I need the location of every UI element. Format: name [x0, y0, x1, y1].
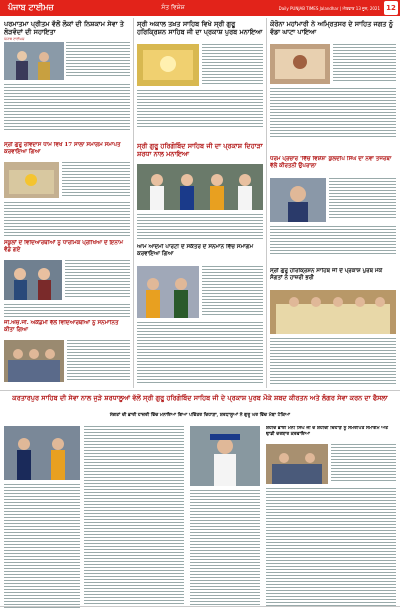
story-text-lines	[137, 90, 263, 129]
news-photo	[190, 426, 260, 486]
story-text-lines	[329, 178, 396, 220]
story-text-lines	[190, 490, 260, 607]
story-8	[137, 244, 263, 264]
story-text-lines	[202, 44, 263, 86]
news-photo	[4, 162, 59, 198]
story-text-lines	[333, 44, 396, 83]
news-photo	[270, 44, 330, 84]
story-headline: ਸ੍ਰੀ ਗੁਰੂ ਰਵਿਦਾਸ ਧਾਮ ਵਿਖੇ 17 ਸਾਲਾ ਸਮਾਗਮ ਸਮਾਪਤ ਕਰਵਾਇਆ ਗਿਆ	[4, 142, 121, 155]
news-photo	[4, 426, 80, 480]
story-text-lines	[4, 484, 80, 610]
story-text-lines	[4, 304, 130, 319]
story-12	[266, 426, 396, 440]
page-number: 12	[384, 1, 398, 15]
news-photo	[270, 290, 396, 334]
story-headline: ਸ੍ਰੀ ਗੁਰੂ ਹਰਿਗੋਬਿੰਦ ਸਾਹਿਬ ਜੀ ਦਾ ਪ੍ਰਕਾਸ਼ ਦਿਹਾੜਾ ਸ਼ਰਧਾ ਨਾਲ ਮਨਾਇਆ	[137, 142, 263, 158]
news-photo	[4, 340, 64, 382]
news-photo	[270, 178, 326, 222]
story-9	[4, 320, 130, 338]
section-divider	[0, 390, 400, 391]
story-byline: ਪੰਜਾਬ ਟਾਈਮਜ਼	[4, 37, 25, 41]
story-7	[4, 240, 130, 260]
story-text-lines	[137, 214, 263, 241]
section-divider	[0, 606, 400, 607]
story-6	[270, 156, 396, 176]
story-4	[137, 20, 263, 40]
story-headline: ਸਕੂਲਾਂ ਦੇ ਵਿਦਿਆਰਥੀਆਂ ਨੂੰ ਧਾਰਮਿਕ ਪ੍ਰੀਖਿਆ ਦੇ ਇਨਾਮ ਵੰਡੇ ਗਏ	[4, 240, 123, 253]
edition-info: Daily PUNJAB TIMES Jalandhar | ਐਤਵਾਰ 13 ਜੂਨ, 2021	[278, 5, 380, 11]
bottom-banner-subhead	[4, 412, 396, 422]
story-text-lines	[331, 444, 396, 483]
story-headline: ਸ੍ਰੀ ਅਕਾਲ ਤਖ਼ਤ ਸਾਹਿਬ ਵਿਖੇ ਸ੍ਰੀ ਗੁਰੂ ਹਰਿਕ੍ਰਿਸ਼ਨ ਸਾਹਿਬ ਜੀ ਦਾ ਪ੍ਰਕਾਸ਼ ਪੁਰਬ ਮਨਾਇਆ	[137, 20, 263, 36]
news-photo	[4, 42, 64, 80]
story-headline: ਸ੍ਰੀ ਗੁਰੂ ਹਰਿਕ੍ਰਿਸ਼ਨ ਸਾਹਿਬ ਜੀ ਦੇ ਪ੍ਰਕਾਸ਼ ਪੁਰਬ ਮੌਕੇ ਸੰਗਤਾਂ ਨੇ ਹਾਜ਼ਰੀ ਭਰੀ	[270, 268, 383, 281]
story-text-lines	[270, 338, 396, 386]
story-text-lines	[4, 84, 130, 132]
news-photo	[137, 44, 199, 86]
story-headline: ਪਰਮਾਤਮਾ ਪ੍ਰੀਤਮ ਵੱਲੋਂ ਲੋਕਾਂ ਦੀ ਨਿਸ਼ਕਾਮ ਸੇਵਾ ਤੇ ਲੋੜਵੰਦਾਂ ਦੀ ਸਹਾਇਤਾ	[4, 20, 124, 36]
banner-headline: ਕਰਤਾਰਪੁਰ ਸਾਹਿਬ ਦੀ ਸੇਵਾ ਨਾਲ ਜੁੜੇ ਸ਼ਰਧਾਲੂਆਂ ਵੱਲੋਂ ਸ੍ਰੀ ਗੁਰੂ ਹਰਿਗੋਬਿੰਦ ਸਾਹਿਬ ਜੀ ਦੇ ਪ੍ਰਕਾਸ਼ ਪੁਰਬ ਮੌਕੇ ਸ਼ਬਦ ਕੀਰਤਨ ਅਤੇ ਲੰਗਰ ਸੇਵਾ ਕਰਨ ਦਾ ਫੈਸਲਾ	[12, 394, 388, 402]
story-5	[137, 142, 263, 162]
story-text-lines	[137, 322, 263, 385]
story-text-lines	[4, 202, 130, 238]
story-text-lines	[266, 488, 396, 608]
story-headline: ਸ਼ਹੀਦ ਭਾਈ ਮਨੀ ਸਿੰਘ ਜੀ ਦੇ ਸ਼ਹੀਦੀ ਦਿਹਾੜੇ ਨੂੰ ਸਮਰਪਿਤ ਸਮਾਗਮ ਅਤੇ ਢਾਡੀ ਦਰਬਾਰ ਕਰਵਾਇਆ	[266, 426, 389, 437]
column-divider	[133, 18, 134, 388]
story-2	[4, 142, 130, 162]
story-headline: ਆਮ ਆਦਮੀ ਪਾਰਟੀ ਦੇ ਸਕੱਤਰ ਦੇ ਸਨਮਾਨ ਵਿੱਚ ਸਮਾਗਮ ਕਰਵਾਇਆ ਗਿਆ	[137, 244, 254, 257]
banner-subhead: ਸੰਗਤਾਂ ਦੀ ਭਾਰੀ ਹਾਜ਼ਰੀ ਵਿੱਚ ਮਨਾਇਆ ਗਿਆ ਪਵਿੱਤਰ ਦਿਹਾੜਾ, ਸ਼ਰਧਾਲੂਆਂ ਨੇ ਗੁਰੂ ਘਰ ਵਿੱਚ ਮੱਥਾ ਟੇਕਿਆ	[109, 413, 291, 418]
story-text-lines	[202, 266, 263, 317]
news-photo	[266, 444, 328, 484]
story-text-lines	[66, 42, 130, 78]
column-divider	[266, 18, 267, 388]
story-text-lines	[270, 226, 396, 256]
news-photo	[4, 260, 62, 300]
newspaper-title: ਪੰਜਾਬ ਟਾਈਮਜ਼	[8, 3, 54, 12]
story-headline: ਕੋਰੋਨਾ ਮਹਾਂਮਾਰੀ ਨੇ ਅਮ੍ਰਿਤਸਰ ਦੇ ਸਾਹਿਤ ਜਗਤ ਨੂੰ ਵੱਡਾ ਘਾਟਾ ਪਾਇਆ	[270, 20, 393, 36]
story-text-lines	[67, 340, 130, 382]
section-title: ਸੰਤ ਵਿਸ਼ੇਸ਼	[161, 4, 185, 11]
story-text-lines	[62, 162, 130, 198]
story-text-lines	[84, 426, 184, 606]
story-3	[270, 20, 396, 40]
story-headline: ਧਰਮ ਪ੍ਰਚਾਰ 'ਵਿੱਚ ਵਿਸ਼ੇਸ਼' ਕੁਲਦੀਪ ਸਿੰਘ ਦਾ ਨਵਾ ਤਜਰਬਾ ਵੱਲੋਂ ਕੀਰਤਨੀ ਉਪਰਾਲਾ	[270, 156, 392, 169]
story-headline: ਜੀ.ਐਚ.ਜੀ. ਅਕੈਡਮੀ ਵੱਲੋਂ ਵਿਦਿਆਰਥੀਆਂ ਨੂੰ ਸਨਮਾਨਿਤ ਕੀਤਾ ਗਿਆ	[4, 320, 119, 333]
masthead	[0, 0, 400, 16]
story-text-lines	[65, 260, 130, 299]
story-text-lines	[270, 88, 396, 139]
news-photo	[137, 266, 199, 318]
news-photo	[137, 164, 263, 210]
story-11	[270, 268, 396, 288]
